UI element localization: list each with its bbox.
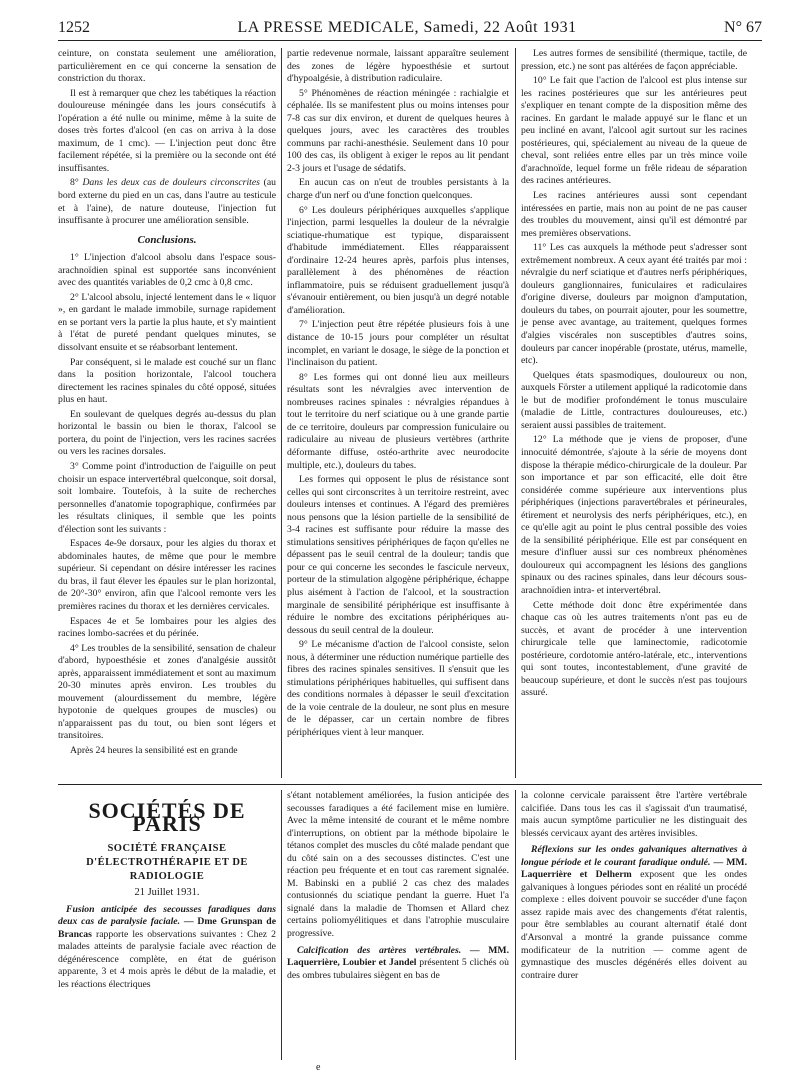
paragraph: Après 24 heures la sensibilité est en grande — [70, 744, 238, 756]
paragraph: 1° L'injection d'alcool absolu dans l'espace sous-arachnoïdien spinal est supportée sans inconvénient avec des quantités variables de 0,2 cmc à 0,8 cmc. — [58, 252, 276, 289]
article-column-3 — [521, 48, 747, 702]
paragraph: 9° Le mécanisme d'action de l'alcool consiste, selon nous, à déterminer une réduction numérique partielle des fibres des racines spinales sensitives. Il s'ensuit que les stimulations périphériques habituelles, qui suffisent dans des conditions normales à dépasser le seuil d'excitation de la voie centrale de la douleur, ne sont plus en mesure de le dépasser, car un certain nombre de fibres périphériques vient à leur manquer. — [287, 639, 509, 738]
society-name: SOCIÉTÉ FRANÇAISE D'ÉLECTROTHÉRAPIE ET DE RADIOLOGIE — [86, 843, 248, 883]
page-number: 1252 — [58, 19, 90, 36]
journal-name: LA PRESSE MEDICALE — [237, 19, 415, 36]
paragraph: En aucun cas on n'eut de troubles persistants à la charge d'un nerf ou d'une fonction quelconques. — [287, 177, 509, 202]
section-title: SOCIÉTÉS DE PARIS — [88, 798, 246, 836]
journal-title: LA PRESSE MEDICALE, Samedi, 22 Août 1931 — [237, 19, 577, 36]
paragraph: la colonne cervicale paraissent être l'artère vertébrale calcifiée. Dans tous les cas il s'agissait d'un traumatisé, mais aucun symptôme particulier ne les distinguait des blessés cervicaux ayant des artères invisibles. — [521, 790, 747, 839]
paragraph: 11° Les cas auxquels la méthode peut s'adresser sont extrêmement nombreux. A ceux ayant été traités par moi : névralgie du nerf sciatique et d'autres nerfs périphériques, douleurs ganglionnaires, funiculaires et radiculaires d'origine diverse, douleurs par moignon d'amputation, douleurs du tabes, on pourrait ajouter, pour les soumettre, je pense avec avantage, au traitement, quelques formes d'algies viscérales non susceptibles d'autres soins, douleurs par cancer inopérable (prostate, utérus, mamelle, etc). — [521, 242, 747, 367]
column-rule — [515, 790, 516, 1060]
bottom-column-3 — [521, 790, 747, 982]
paragraph: 6° Les douleurs périphériques auxquelles s'applique l'injection, parmi lesquelles la douleur de la névralgie sciatique-rhumatique est typique, disparaissent d'habitude immédiatement. Elles réapparaissent d'ordinaire 12-24 heures après, parfois plus intenses, parallèlement à des phénomènes de réaction inflammatoire, puis se réduisent graduellement jusqu'à s'évanouir entièrement, ou bien jusqu'à un degré notable d'amélioration. — [287, 204, 509, 316]
paragraph: Les autres formes de sensibilité (thermique, tactile, de pression, etc.) ne sont pas altérées de façon appréciable. — [521, 48, 747, 72]
paragraph: Calcification des artères vertébrales. — MM. Laquerrière, Loubier et Jandel présentent 5 clichés où des ombres tubulaires siègent en bas de — [287, 944, 509, 981]
paragraph: Les formes qui opposent le plus de résistance sont celles qui sont circonscrites à un territoire restreint, avec douleurs intenses et continues. A l'égard des premières nous pensons que la lésion partielle de la sensibilité de 3-4 racines est suffisante pour réduire la masse des stimulations sensitives périphériques de façon qu'elles ne dépassent pas le seuil central de la douleur; tandis que pour ce qui concerne les secondes le fascicule nerveux, porteur de la stimulation algogène périphérique, échappe plus aisément à l'action de l'alcool, et la soustraction marginale de sensibilité périphérique est insuffisante à réduire le nombre des excitations périphériques au-dessous du seuil central de la douleur. — [287, 474, 509, 636]
column-rule — [281, 790, 282, 1060]
paragraph: 12° La méthode que je viens de proposer, d'une innocuité démontrée, s'ajoute à la série de moyens dont dispose la thérapie médico-chirurgicale de la douleur. Par son importance et par son efficacité, elle doit être considérée comme supérieure aux interventions plus périphériques (injections paravertébrales et périneurales, étirement et neurolysis des nerfs périphériques, etc.), en ce qu'elle agit au point le plus central possible des voies de la sensibilité périphérique. Elle est par conséquent en mesure d'influer aussi sur ces nombreux phénomènes douloureux qui accompagnent les lésions des ganglions spinaux ou des racines spinales, dans leur décours sous-arachnoïdien intra- et intervertébral. — [521, 434, 747, 596]
paragraph: 8° Les formes qui ont donné lieu aux meilleurs résultats sont les névralgies avec intervention de nombreuses racines spinales : névralgies répandues à tout le territoire du nerf sciatique ou à une grande partie de ce territoire, douleurs par compression funiculaire ou radiculaire au niveau de plusieurs vertèbres (arthrite déformante diffuse, ostéo-arthrite avec neurodocite multiple, etc.), douleurs du tabes. — [287, 371, 509, 471]
paragraph: 3° Comme point d'introduction de l'aiguille on peut choisir un espace intervertébral quelconque, soit dorsal, soit lombaire. Toutefois, à la suite de recherches personnelles d'anatomie topographique, confirmées par les résultats cliniques, il semble que les points d'élection sont les suivants : — [58, 460, 276, 535]
issue-number: N° 67 — [724, 19, 762, 36]
issue-date: Samedi, 22 Août 1931 — [423, 19, 577, 36]
paragraph: Par conséquent, si le malade est couché sur un flanc dans la position horizontale, l'alcool touchera directement les racines spinales du côté opposé, situées plus en haut. — [58, 356, 276, 406]
article-column-1 — [58, 48, 276, 760]
paragraph: Les racines antérieures aussi sont cependant intéressées en partie, mais non au point de ne pas causer des troubles du mouvement, ainsi qu'il est démontré par mes premières observations. — [521, 190, 747, 239]
societes-section — [58, 795, 276, 991]
paragraph: ceinture, on constata seulement une amélioration, particulièrement en ce qui concerne la sensation de constriction du thorax. — [58, 48, 276, 85]
page-header — [58, 16, 762, 41]
paragraph: Réflexions sur les ondes galvaniques alternatives à longue période et le courant faradique ondulé. — MM. Laquerrière et Delherm exposent que les ondes galvaniques à longues périodes sont en réalité un procédé complexe : elles doivent pouvoir se succéder d'une façon assez rapide mais avec des changements d'état ralentis, pour être semblables au courant alternatif étalé dont d'Arsonval a montré la grande puissance comme modificateur de la nutrition — comme agent de gymnastique des muscles dégénérés elles doivent au contraire durer — [521, 844, 747, 981]
paragraph: s'étant notablement améliorées, la fusion anticipée des secousses faradiques a été facilement mise en lumière. Avec la même intensité de courant et le même nombre d'interruptions, on obtient par la méthode bipolaire le tétanos complet des muscles du côté malade pendant que du côté sain on a des secousses distinctes. C'est une réaction peu fréquente et en tout cas rarement signalée. M. Babinski en a publié 2 cas chez des malades contusionnés du sciatique pendant la guerre. Huet l'a signalé dans la maladie de Thomsen et Allard chez certains poliomyélitiques et dans l'atrophie musculaire progressive. — [287, 790, 509, 940]
paragraph: Espaces 4e-9e dorsaux, pour les algies du thorax et abdominales hautes, de même que pour le membre supérieur. Si cependant on désire intéresser les racines du bras, il faut élever les épaules sur le plan horizontal, de 20°-30° environ, afin que l'alcool remonte vers les premières racines du thorax et les dernières cervicales. — [58, 538, 276, 612]
article-column-2 — [287, 48, 509, 742]
paragraph: 10° Le fait que l'action de l'alcool est plus intense sur les racines postérieures que sur les antérieures peut s'expliquer en tenant compte de la disposition même des racines. En gardant le malade appuyé sur le flanc et un peu incliné en avant, l'alcool agit surtout sur les racines postérieures, qui, spécialement au niveau de la queue de cheval, sont reliées entre elles par un très mince voile d'arachnoïde, lequel forme un frêle rideau de séparation des racines antérieures. — [521, 75, 747, 187]
paragraph: Fusion anticipée des secousses faradiques dans deux cas de paralysie faciale. — Dme Grunspan de Brancas rapporte les observations suivantes : Chez 2 malades atteints de paralysie faciale avec réaction de dégénérescence complète, en état de guérison apparente, 3 et 4 mois après le début de la maladie, et les réactions électriques — [58, 903, 276, 990]
bottom-column-2 — [287, 790, 509, 982]
paragraph: 4° Les troubles de la sensibilité, sensation de chaleur d'abord, hypoesthésie et zones d'analgésie aussitôt après, apparaissent immédiatement et sont au maximum 20-30 minutes après environ. Les troubles du mouvement (alourdissement du membre, légère hypotonie de quelques groupes de muscles) ou n'apparaissent pas du tout, ou bien sont légers et transitoires. — [58, 642, 276, 742]
paragraph: partie redevenue normale, laissant apparaître seulement des zones de légère hypoesthésie et surtout d'hypoalgésie, à distribution radiculaire. — [287, 48, 509, 85]
column-rule — [515, 48, 516, 778]
paragraph: Quelques états spasmodiques, douloureux ou non, auxquels Förster a utilement appliqué la radicotomie dans le but de modifier profondément le tonus musculaire (maladie de Little, contractures douloureuses, etc.) seraient aussi passibles de traitement. — [521, 369, 747, 431]
paragraph: Espaces 4e et 5e lombaires pour les algies des racines lombo-sacrées et du périnée. — [58, 615, 276, 640]
column-rule — [281, 48, 282, 778]
paragraph: 2° L'alcool absolu, injecté lentement dans le « liquor », en gardant le malade immobile, surnage rapidement en se portant vers la partie la plus haute, et s'y maintient à l'état de pureté pendant quelques minutes, se dissolvant ensuite et se réabsorbant lentement. — [58, 291, 276, 354]
section-divider — [58, 784, 762, 785]
section-heading: Conclusions. — [137, 233, 197, 246]
paragraph: En soulevant de quelques degrés au-dessus du plan horizontal le bassin ou bien le thorax, l'alcool se portera, du point de l'injection, vers les racines sacrées ou vers les racines dorsales. — [58, 408, 276, 458]
paragraph: Cette méthode doit donc être expérimentée dans chaque cas où les autres traitements n'ont pas eu de succès, et avant de procéder à une intervention chirurgicale telle que laminectomie, radicotomie postérieure, cordotomie antéro-latérale, etc., interventions qui sont toutes, incontestablement, d'une gravité de beaucoup supérieure, et dont le succès n'est pas toujours assuré. — [521, 599, 747, 699]
paragraph: 7° L'injection peut être répétée plusieurs fois à une distance de 10-15 jours pour compléter un résultat incomplet, en variant le dosage, le siège de la ponction et l'inclinaison du patient. — [287, 319, 509, 369]
paragraph: 5° Phénomènes de réaction méningée : rachialgie et céphalée. Ils se manifestent plus ou moins intenses pour 7-8 cas sur dix environ, et durent de quelques heures à quelques jours, avec les caractères des troubles communs par rachi-anesthésie. Seulement dans 10 pour 100 des cas, ils obligent à exiger le repos au lit pendant 2-3 jours et l'usage de sédatifs. — [287, 87, 509, 174]
meeting-date: 21 Juillet 1931. — [134, 887, 200, 899]
paragraph: 8° Dans les deux cas de douleurs circonscrites (au bord externe du pied en un cas, dans l'autre au testicule et à l'aine), de nature douteuse, l'injection fut insuffisante à procurer une amélioration sensible. — [58, 177, 276, 227]
printer-mark: e — [316, 1062, 321, 1073]
paragraph: Il est à remarquer que chez les tabétiques la réaction douloureuse méningée dans les jours consécutifs à l'opération a été nulle ou minime, même à la suite de doses très fortes d'alcool (en cas on arriva à la dose maximum, de 1 cmc). — L'injection peut donc être facilement répétée, si la première ou la seconde ont été insuffisantes. — [58, 87, 276, 174]
